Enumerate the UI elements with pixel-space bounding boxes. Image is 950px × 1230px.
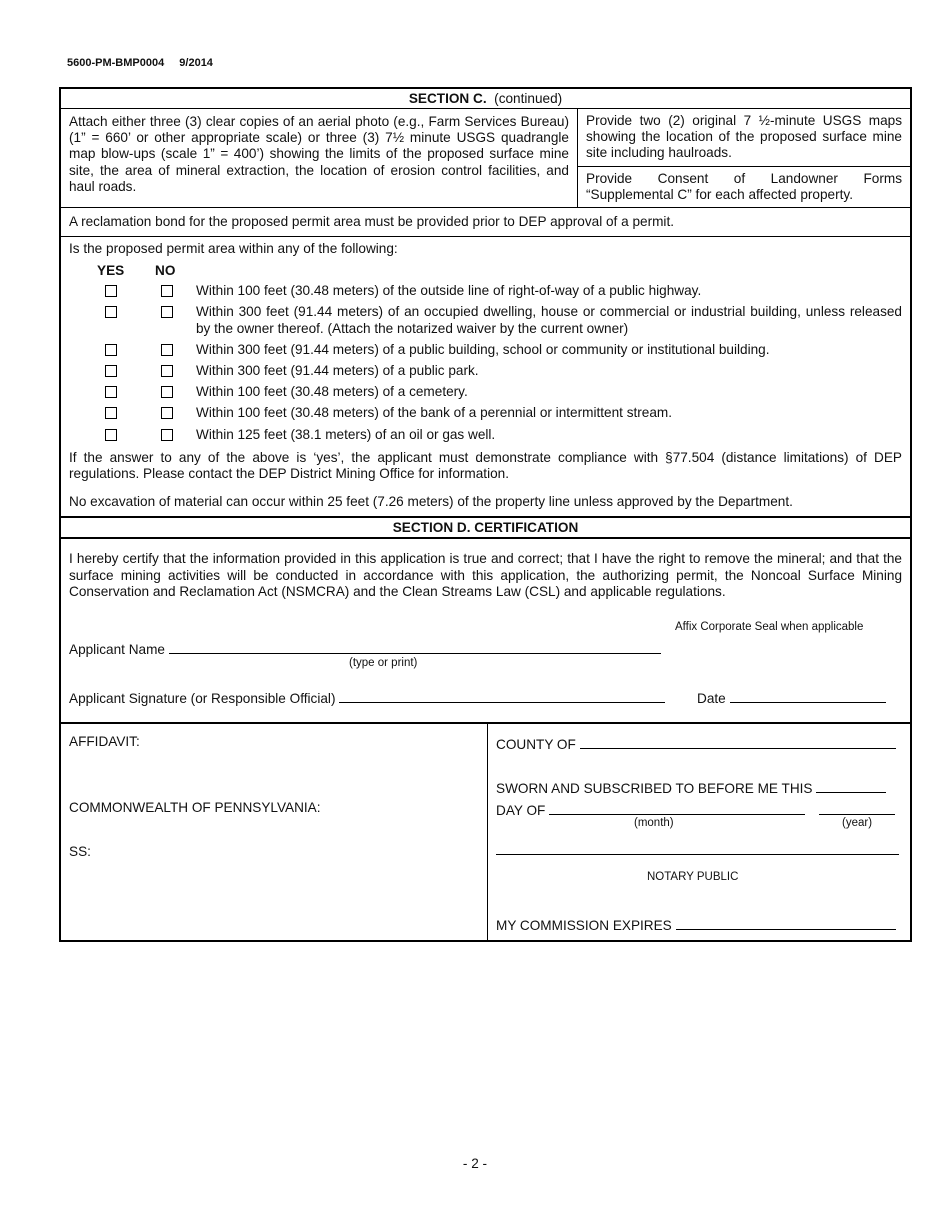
distance-item-text: Within 100 feet (30.48 meters) of the outside line of right-of-way of a public highway. — [196, 283, 702, 299]
yes-no-header — [69, 263, 902, 278]
section-c-header — [61, 89, 910, 108]
month-field[interactable] — [549, 800, 805, 815]
section-c-title: SECTION C. — [408, 91, 487, 106]
affidavit-label: AFFIDAVIT: — [69, 734, 140, 750]
no-checkbox[interactable] — [161, 344, 173, 356]
yes-checkbox[interactable] — [105, 285, 117, 297]
notary-signature-line[interactable] — [496, 854, 899, 855]
certification-block — [61, 537, 910, 722]
form-number — [67, 57, 213, 69]
yes-checkbox[interactable] — [105, 429, 117, 441]
year-hint: (year) — [842, 817, 873, 830]
signature-row — [69, 688, 665, 706]
distance-item — [69, 342, 902, 358]
distance-item — [69, 405, 902, 421]
excavation-note: No excavation of material can occur within 25 feet (7.26 meters) of the property line unless approved by the Department. — [69, 494, 793, 510]
distance-item-text: Within 125 feet (38.1 meters) of an oil or gas well. — [196, 426, 496, 442]
commonwealth-label: COMMONWEALTH OF PENNSYLVANIA: — [69, 800, 321, 816]
landowner-consent-instructions: Provide Consent of Landowner Forms “Supplemental C” for each affected property. — [578, 166, 910, 207]
signature-field[interactable] — [339, 688, 665, 703]
sworn-label: SWORN AND SUBSCRIBED TO BEFORE ME THIS — [496, 781, 813, 797]
yes-label: YES — [97, 263, 125, 279]
usgs-map-instructions: Provide two (2) original 7 ½-minute USGS maps showing the location of the proposed surface mine site including haulroads. — [586, 113, 902, 161]
distance-question: Is the proposed permit area within any of the following: — [69, 241, 398, 257]
distance-item-text: Within 300 feet (91.44 meters) of a public park. — [196, 363, 479, 379]
date-field[interactable] — [730, 688, 886, 703]
county-field[interactable] — [580, 734, 896, 749]
commission-row — [496, 915, 896, 933]
applicant-name-label: Applicant Name — [69, 642, 165, 658]
distance-item — [69, 283, 902, 299]
applicant-name-field[interactable] — [169, 639, 661, 654]
form-id: 5600-PM-BMP0004 — [67, 57, 165, 69]
aerial-photo-instructions: Attach either three (3) clear copies of an aerial photo (e.g., Farm Services Bureau) (1” = 660’ or other appropriate scale) or three (3) 7½ minute USGS quadrangle map blow-ups (scale 1” = 400’) showing the limits of the proposed surface mine site, the area of mineral extraction, the location of erosion control facilities, and haul roads. — [61, 109, 578, 207]
corporate-seal-note: Affix Corporate Seal when applicable — [675, 621, 864, 634]
notary-public-label: NOTARY PUBLIC — [647, 871, 739, 884]
distance-item — [69, 384, 902, 400]
no-checkbox[interactable] — [161, 285, 173, 297]
day-of-row — [496, 800, 895, 818]
county-row — [496, 734, 896, 752]
yes-checkbox[interactable] — [105, 407, 117, 419]
no-checkbox[interactable] — [161, 306, 173, 318]
distance-item — [69, 363, 902, 379]
map-requirements — [61, 108, 910, 207]
compliance-note: If the answer to any of the above is ‘yes’, the applicant must demonstrate compliance with §77.504 (distance limitations) of DEP regulations. Please contact the DEP District Mining Office for information. — [69, 449, 902, 482]
commission-label: MY COMMISSION EXPIRES — [496, 918, 672, 934]
reclamation-bond-note: A reclamation bond for the proposed permit area must be provided prior to DEP approval of a permit. — [61, 207, 910, 236]
sworn-day-field[interactable] — [816, 778, 886, 793]
page-number: - 2 - — [462, 1156, 488, 1171]
commission-field[interactable] — [676, 915, 896, 930]
distance-item-text: Within 300 feet (91.44 meters) of an occupied dwelling, house or commercial or industrial building, unless released by the owner thereof. (Attach the notarized waiver by the current owner) — [196, 304, 902, 336]
yes-checkbox[interactable] — [105, 386, 117, 398]
section-c-note: (continued) — [494, 91, 563, 106]
form-body — [59, 87, 912, 942]
date-row — [697, 688, 886, 706]
no-label: NO — [155, 263, 176, 279]
distance-item-text: Within 100 feet (30.48 meters) of the bank of a perennial or intermittent stream. — [196, 405, 673, 421]
form-date: 9/2014 — [179, 57, 213, 69]
distance-item-text: Within 300 feet (91.44 meters) of a public building, school or community or institutional building. — [196, 341, 770, 357]
day-of-label: DAY OF — [496, 803, 546, 819]
sworn-row — [496, 778, 886, 796]
section-d-title: SECTION D. CERTIFICATION — [61, 516, 910, 537]
year-field[interactable] — [819, 800, 895, 815]
no-checkbox[interactable] — [161, 365, 173, 377]
month-hint: (month) — [634, 817, 674, 830]
no-checkbox[interactable] — [161, 429, 173, 441]
distance-item-text: Within 100 feet (30.48 meters) of a cemetery. — [196, 384, 468, 400]
yes-checkbox[interactable] — [105, 365, 117, 377]
yes-checkbox[interactable] — [105, 344, 117, 356]
signature-label: Applicant Signature (or Responsible Official) — [69, 691, 336, 707]
date-label: Date — [697, 691, 726, 707]
certification-text: I hereby certify that the information provided in this application is true and correct; that I have the right to remove the mineral; and that the surface mining activities will be conducted in accordance with this application, the authorizing permit, the Noncoal Surface Mining Conservation and Reclamation Act (NSMCRA) and the Clean Streams Law (CSL) and applicable regulations. — [69, 551, 902, 599]
affidavit-block — [61, 722, 910, 940]
distance-item — [69, 427, 902, 443]
no-checkbox[interactable] — [161, 386, 173, 398]
applicant-name-row — [69, 639, 661, 657]
type-or-print-hint: (type or print) — [349, 657, 418, 670]
ss-label: SS: — [69, 844, 91, 860]
yes-checkbox[interactable] — [105, 306, 117, 318]
county-label: COUNTY OF — [496, 737, 576, 753]
no-checkbox[interactable] — [161, 407, 173, 419]
distance-questions — [61, 236, 910, 516]
distance-item-list — [69, 283, 902, 443]
distance-item — [69, 304, 902, 336]
